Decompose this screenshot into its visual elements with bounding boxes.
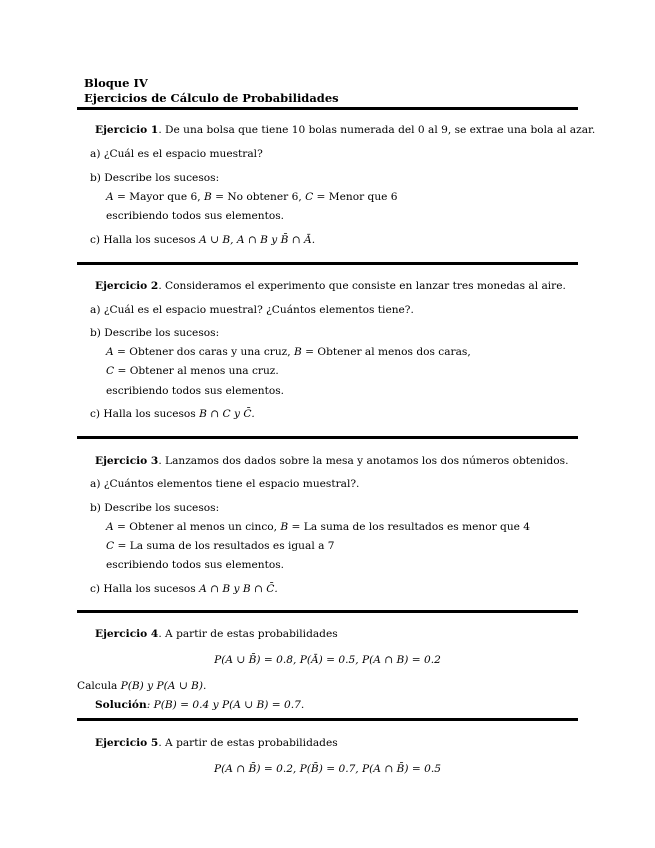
rule-5	[77, 718, 578, 721]
solution-label: Solución	[95, 699, 147, 711]
block-label: Bloque IV	[84, 76, 148, 90]
event-c-desc: = La suma de los resultados es igual a 7	[114, 540, 335, 552]
ex1-intro	[95, 123, 595, 137]
event-a: A	[106, 521, 114, 533]
ex2-c-expr: B ∩ C y C̄.	[199, 408, 255, 420]
document-header	[84, 76, 339, 106]
event-a-desc: = Obtener dos caras y una cruz,	[113, 346, 294, 358]
event-c: C	[106, 540, 115, 552]
ex2-intro-text: . Consideramos el experimento que consiste en lanzar tres monedas al aire.	[158, 280, 566, 292]
rule-1	[77, 107, 578, 110]
ex5-intro-text: . A partir de estas probabilidades	[158, 737, 338, 749]
ex4-label: Ejercicio 4	[95, 628, 159, 640]
ex2-c	[90, 407, 255, 421]
event-a: A	[106, 346, 114, 358]
ex3-b-events-2	[106, 539, 335, 553]
event-c: C	[106, 365, 115, 377]
ex1-b-note: escribiendo todos sus elementos.	[106, 210, 285, 222]
solution-text: : P(B) = 0.4 y P(A ∪ B) = 0.7.	[146, 699, 305, 711]
ex1-a: a) ¿Cuál es el espacio muestral?	[90, 148, 263, 160]
rule-2	[77, 262, 578, 265]
ex3-label: Ejercicio 3	[95, 455, 159, 467]
ex5-intro	[95, 736, 338, 750]
ex1-c-text: c) Halla los sucesos	[90, 234, 200, 246]
ex1-c-expr: A ∪ B, A ∩ B y B̄ ∩ Ā.	[199, 234, 316, 246]
ex2-b-events-2	[106, 364, 279, 378]
ex3-b: b) Describe los sucesos:	[90, 502, 220, 514]
ex2-b-note: escribiendo todos sus elementos.	[106, 385, 285, 397]
ex1-b-events	[106, 190, 398, 204]
ex2-label: Ejercicio 2	[95, 280, 159, 292]
ex4-intro	[95, 627, 338, 641]
ex3-a: a) ¿Cuántos elementos tiene el espacio muestral?.	[90, 478, 360, 490]
event-a-desc: = Obtener al menos un cinco,	[113, 521, 281, 533]
event-b: B	[203, 191, 212, 203]
document-title: Ejercicios de Cálculo de Probabilidades	[84, 91, 339, 105]
ex5-formula: P(A ∩ B̄) = 0.2, P(B̄) = 0.7, P(A ∩ B̄) = 0.5	[214, 763, 441, 775]
ex2-b: b) Describe los sucesos:	[90, 327, 220, 339]
event-b: B	[294, 346, 302, 358]
event-c: C	[305, 191, 314, 203]
ex4-intro-text: . A partir de estas probabilidades	[158, 628, 338, 640]
ex2-b-events-1	[106, 345, 471, 359]
event-a: A	[106, 191, 114, 203]
ex3-intro	[95, 454, 568, 468]
ex2-intro	[95, 279, 566, 293]
ex3-b-events-1	[106, 520, 530, 534]
ex5-label: Ejercicio 5	[95, 737, 159, 749]
ex4-calc-expr: P(B) y P(A ∪ B).	[120, 680, 207, 692]
ex4-solution	[95, 698, 304, 712]
event-b-desc: = La suma de los resultados es menor que 4	[288, 521, 531, 533]
ex4-calc-text: Calcula	[77, 680, 121, 692]
rule-4	[77, 610, 578, 613]
ex2-a: a) ¿Cuál es el espacio muestral? ¿Cuántos elementos tiene?.	[90, 304, 414, 316]
ex1-label: Ejercicio 1	[95, 124, 159, 136]
event-c-desc: = Menor que 6	[313, 191, 398, 203]
ex1-c	[90, 233, 315, 247]
ex1-intro-text: . De una bolsa que tiene 10 bolas numerada del 0 al 9, se extrae una bola al azar.	[158, 124, 596, 136]
ex1-b: b) Describe los sucesos:	[90, 172, 220, 184]
ex3-c-expr: A ∩ B y B ∩ C̄.	[199, 583, 278, 595]
event-a-desc: = Mayor que 6,	[113, 191, 204, 203]
ex2-c-text: c) Halla los sucesos	[90, 408, 200, 420]
ex3-intro-text: . Lanzamos dos dados sobre la mesa y anotamos los dos números obtenidos.	[158, 455, 569, 467]
ex4-calc	[77, 679, 206, 693]
event-b-desc: = Obtener al menos dos caras,	[301, 346, 471, 358]
ex4-formula: P(A ∪ B̄) = 0.8, P(Ā) = 0.5, P(A ∩ B) = 0.2	[214, 654, 441, 666]
ex3-c	[90, 582, 278, 596]
ex3-b-note: escribiendo todos sus elementos.	[106, 559, 285, 571]
event-b: B	[280, 521, 289, 533]
ex3-c-text: c) Halla los sucesos	[90, 583, 200, 595]
rule-3	[77, 436, 578, 439]
event-b-desc: = No obtener 6,	[211, 191, 306, 203]
event-c-desc: = Obtener al menos una cruz.	[114, 365, 279, 377]
